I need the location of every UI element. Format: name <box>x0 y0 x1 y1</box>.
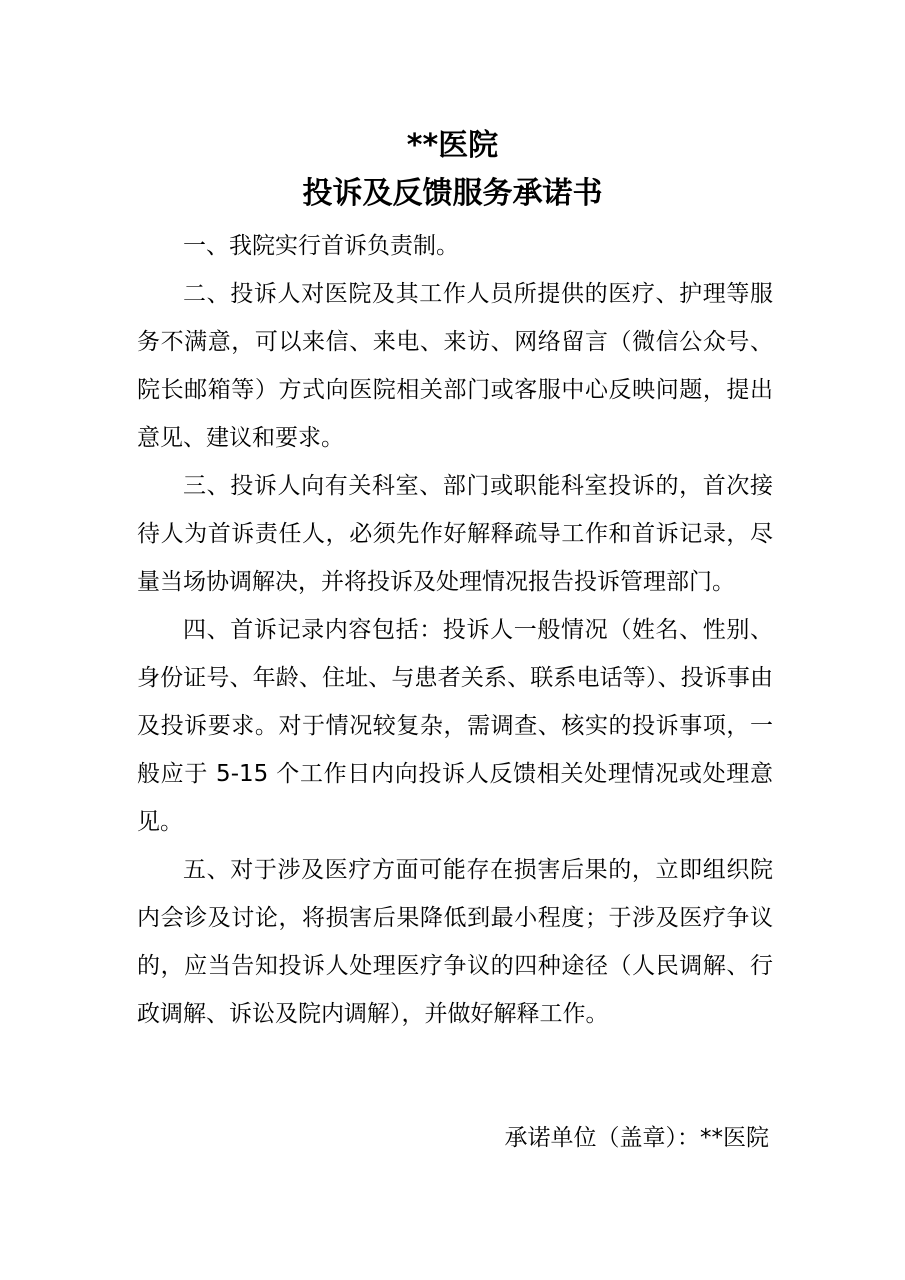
paragraph-5: 五、对于涉及医疗方面可能存在损害后果的，立即组织院内会诊及讨论，将损害后果降低到最小程度；于涉及医疗争议的，应当告知投诉人处理医疗争议的四种途径（人民调解、行政调解、诉讼及院内调解），并做好解释工作。 <box>137 857 773 1027</box>
document-title: 投诉及反馈服务承诺书 <box>302 176 603 211</box>
document-body <box>137 222 773 1038</box>
signature-line: 承诺单位（盖章）：**医院 <box>504 1125 769 1151</box>
hospital-name-title: **医院 <box>406 128 499 163</box>
paragraph-1: 一、我院实行首诉负责制。 <box>183 233 459 259</box>
paragraph-2: 二、投诉人对医院及其工作人员所提供的医疗、护理等服务不满意，可以来信、来电、来访、网络留言（微信公众号、院长邮箱等）方式向医院相关部门或客服中心反映问题，提出意见、建议和要求。 <box>137 281 773 451</box>
paragraph-3: 三、投诉人向有关科室、部门或职能科室投诉的，首次接待人为首诉责任人，必须先作好解释疏导工作和首诉记录，尽量当场协调解决，并将投诉及处理情况报告投诉管理部门。 <box>137 473 773 595</box>
paragraph-4: 四、首诉记录内容包括：投诉人一般情况（姓名、性别、身份证号、年龄、住址、与患者关系、联系电话等）、投诉事由及投诉要求。对于情况较复杂，需调查、核实的投诉事项，一般应于 5-15 个工作日内向投诉人反馈相关处理情况或处理意见。 <box>137 617 773 835</box>
